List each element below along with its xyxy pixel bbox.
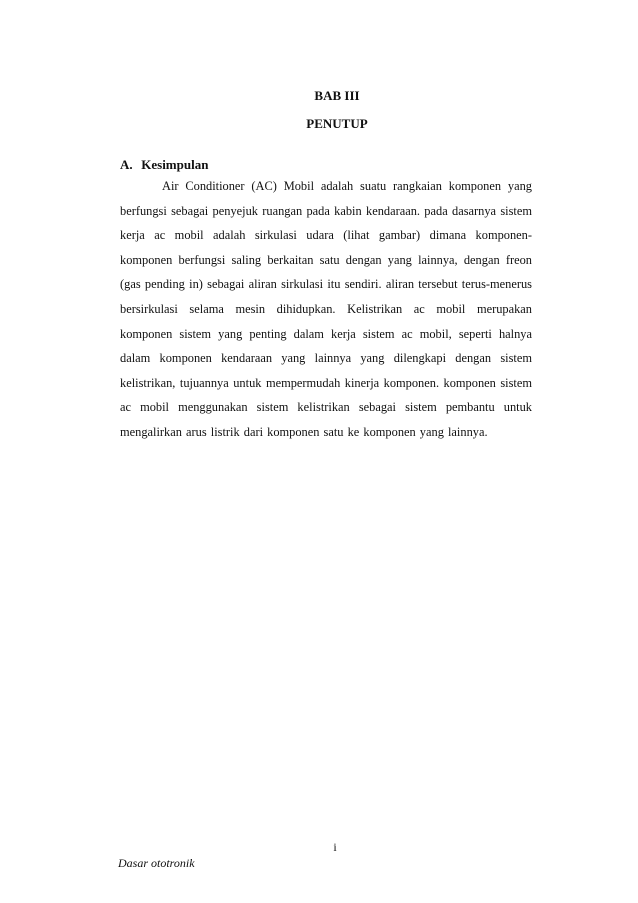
page-number: i (333, 840, 337, 854)
section-number: A. (120, 157, 133, 172)
section-heading (120, 157, 208, 173)
section-title: Kesimpulan (141, 157, 209, 172)
conclusion-paragraph: Air Conditioner (AC) Mobil adalah suatu rangkaian komponen yang berfungsi sebagai penyejuk ruangan pada kabin kendaraan. pada dasarnya sistem kerja ac mobil adalah sirkulasi udara (lihat gambar) dimana komponen-komponen berfungsi saling berkaitan satu dengan yang lainnya, dengan freon (gas pending in) sebagai aliran sirkulasi itu sendiri. aliran tersebut terus-menerus bersirkulasi selama mesin dihidupkan. Kelistrikan ac mobil merupakan komponen sistem yang penting dalam kerja sistem ac mobil, seperti halnya dalam komponen kendaraan yang lainnya yang dilengkapi dengan sistem kelistrikan, tujuannya untuk mempermudah kinerja komponen. komponen sistem ac mobil menggunakan sistem kelistrikan sebagai sistem pembantu untuk mengalirkan arus listrik dari komponen satu ke komponen yang lainnya. (120, 179, 532, 439)
footer-label: Dasar ototronik (118, 856, 195, 870)
chapter-label: BAB III (314, 88, 360, 103)
chapter-title: PENUTUP (306, 116, 368, 131)
